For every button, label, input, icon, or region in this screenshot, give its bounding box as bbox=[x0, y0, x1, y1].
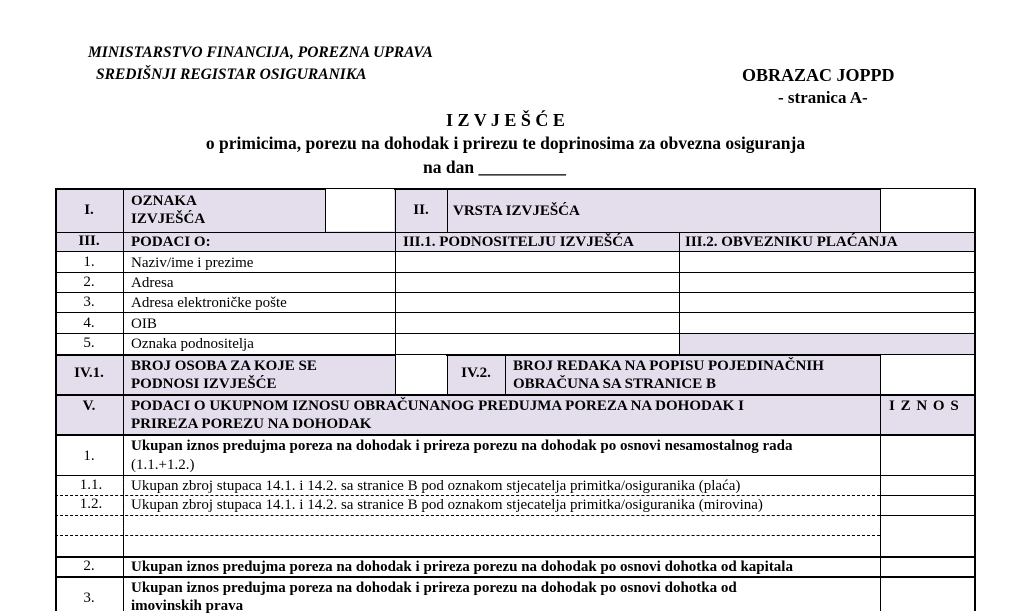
row-number: 2. bbox=[83, 558, 95, 574]
section3-label: PODACI O: bbox=[131, 234, 211, 250]
row-label: Ukupan iznos predujma poreza na dohodak i prireza porezu na dohodak po osnovi dohotka od bbox=[131, 580, 737, 596]
amount-field-1[interactable] bbox=[882, 436, 973, 474]
row-number: 3. bbox=[83, 590, 95, 606]
row-number: 1.1. bbox=[79, 477, 103, 493]
section5-number: V. bbox=[82, 398, 96, 414]
submitter-name-field[interactable] bbox=[397, 253, 677, 271]
row-label: Ukupan iznos predujma poreza na dohodak i prireza porezu na dohodak po osnovi dohotka od kapitala bbox=[131, 559, 793, 575]
oib-obveznik-shade bbox=[679, 333, 975, 354]
section3-number: III. bbox=[78, 233, 100, 249]
row-label: OIB bbox=[131, 316, 157, 332]
section4-1-label-line2: PODNOSI IZVJEŠĆE bbox=[131, 376, 277, 392]
row-label-cont: imovinskih prava bbox=[131, 598, 244, 614]
report-date-line: na dan __________ bbox=[423, 157, 566, 177]
page-label: - stranica A- bbox=[778, 88, 868, 107]
payer-name-field[interactable] bbox=[681, 253, 973, 271]
submitter-column-header: III.1. PODNOSITELJU IZVJEŠĆA bbox=[403, 234, 634, 250]
report-title: I Z V J E Š Ć E bbox=[446, 110, 565, 130]
row-number: 1. bbox=[83, 448, 95, 464]
row-number: 4. bbox=[83, 315, 95, 331]
section1-number: I. bbox=[84, 202, 94, 218]
section4-2-label-line1: BROJ REDAKA NA POPISU POJEDINAČNIH bbox=[513, 358, 824, 374]
row-label-cont: (1.1.+1.2.) bbox=[131, 457, 195, 473]
row-label: Naziv/ime i prezime bbox=[131, 255, 254, 271]
row-number: 3. bbox=[83, 294, 95, 310]
row-number: 5. bbox=[83, 335, 95, 351]
row-number: 1.2. bbox=[79, 496, 103, 512]
section5-label-line2: PRIREZA POREZU NA DOHODAK bbox=[131, 416, 372, 432]
section5-label-line1: PODACI O UKUPNOM IZNOSU OBRAČUNANOG PREDUJMA POREZA NA DOHODAK I bbox=[131, 398, 744, 414]
section4-2-number: IV.2. bbox=[461, 365, 491, 381]
row-label: Ukupan zbroj stupaca 14.1. i 14.2. sa stranice B pod oznakom stjecatelja primitka/osiguranika (mirovina) bbox=[131, 497, 763, 513]
amount-field-3[interactable] bbox=[882, 578, 973, 611]
rows-count-field[interactable] bbox=[881, 355, 974, 393]
amount-field-1-1[interactable] bbox=[882, 477, 973, 494]
payer-email-field[interactable] bbox=[681, 293, 973, 311]
row-label: Adresa bbox=[131, 275, 174, 291]
row-number: 1. bbox=[83, 254, 95, 270]
row-label: Ukupan zbroj stupaca 14.1. i 14.2. sa stranice B pod oznakom stjecatelja primitka/osiguranika (plaća) bbox=[131, 478, 741, 494]
amount-field-2[interactable] bbox=[882, 558, 973, 575]
joppd-form-table bbox=[55, 188, 975, 614]
row-label: Ukupan iznos predujma poreza na dohodak i prireza porezu na dohodak po osnovi nesamostalnog rada bbox=[131, 438, 793, 454]
section1-label-line1: OZNAKA bbox=[131, 193, 197, 209]
section1-label-line2: IZVJEŠĆA bbox=[131, 211, 206, 227]
submitter-oib-field[interactable] bbox=[397, 314, 677, 332]
report-type-label: VRSTA IZVJEŠĆA bbox=[453, 203, 580, 219]
submitter-email-field[interactable] bbox=[397, 293, 677, 311]
submitter-address-field[interactable] bbox=[397, 273, 677, 291]
form-name: OBRAZAC JOPPD bbox=[742, 65, 895, 85]
submitter-code-field[interactable] bbox=[397, 334, 677, 353]
row-label: Adresa elektroničke pošte bbox=[131, 295, 287, 311]
payer-column-header: III.2. OBVEZNIKU PLAĆANJA bbox=[685, 234, 898, 250]
row-number: 2. bbox=[83, 274, 95, 290]
payer-address-field[interactable] bbox=[681, 273, 973, 291]
payer-oib-field[interactable] bbox=[681, 314, 973, 332]
persons-count-field[interactable] bbox=[396, 355, 446, 393]
ministry-line-1: MINISTARSTVO FINANCIJA, POREZNA UPRAVA bbox=[88, 44, 433, 61]
ministry-line-2: SREDIŠNJI REGISTAR OSIGURANIKA bbox=[96, 66, 367, 83]
section4-2-label-line2: OBRAČUNA SA STRANICE B bbox=[513, 376, 716, 392]
amount-header: I Z N O S bbox=[889, 398, 960, 414]
section4-1-number: IV.1. bbox=[74, 365, 104, 381]
report-subtitle: o primicima, porezu na dohodak i prirezu te doprinosima za obvezna osiguranja bbox=[205, 133, 806, 153]
report-type-field[interactable] bbox=[881, 189, 974, 231]
amount-field-blank[interactable] bbox=[882, 517, 973, 555]
row-label: Oznaka podnositelja bbox=[131, 336, 254, 352]
section2-number: II. bbox=[413, 202, 429, 218]
section4-1-label-line1: BROJ OSOBA ZA KOJE SE bbox=[131, 358, 317, 374]
report-id-field[interactable] bbox=[326, 189, 394, 231]
amount-field-1-2[interactable] bbox=[882, 497, 973, 514]
